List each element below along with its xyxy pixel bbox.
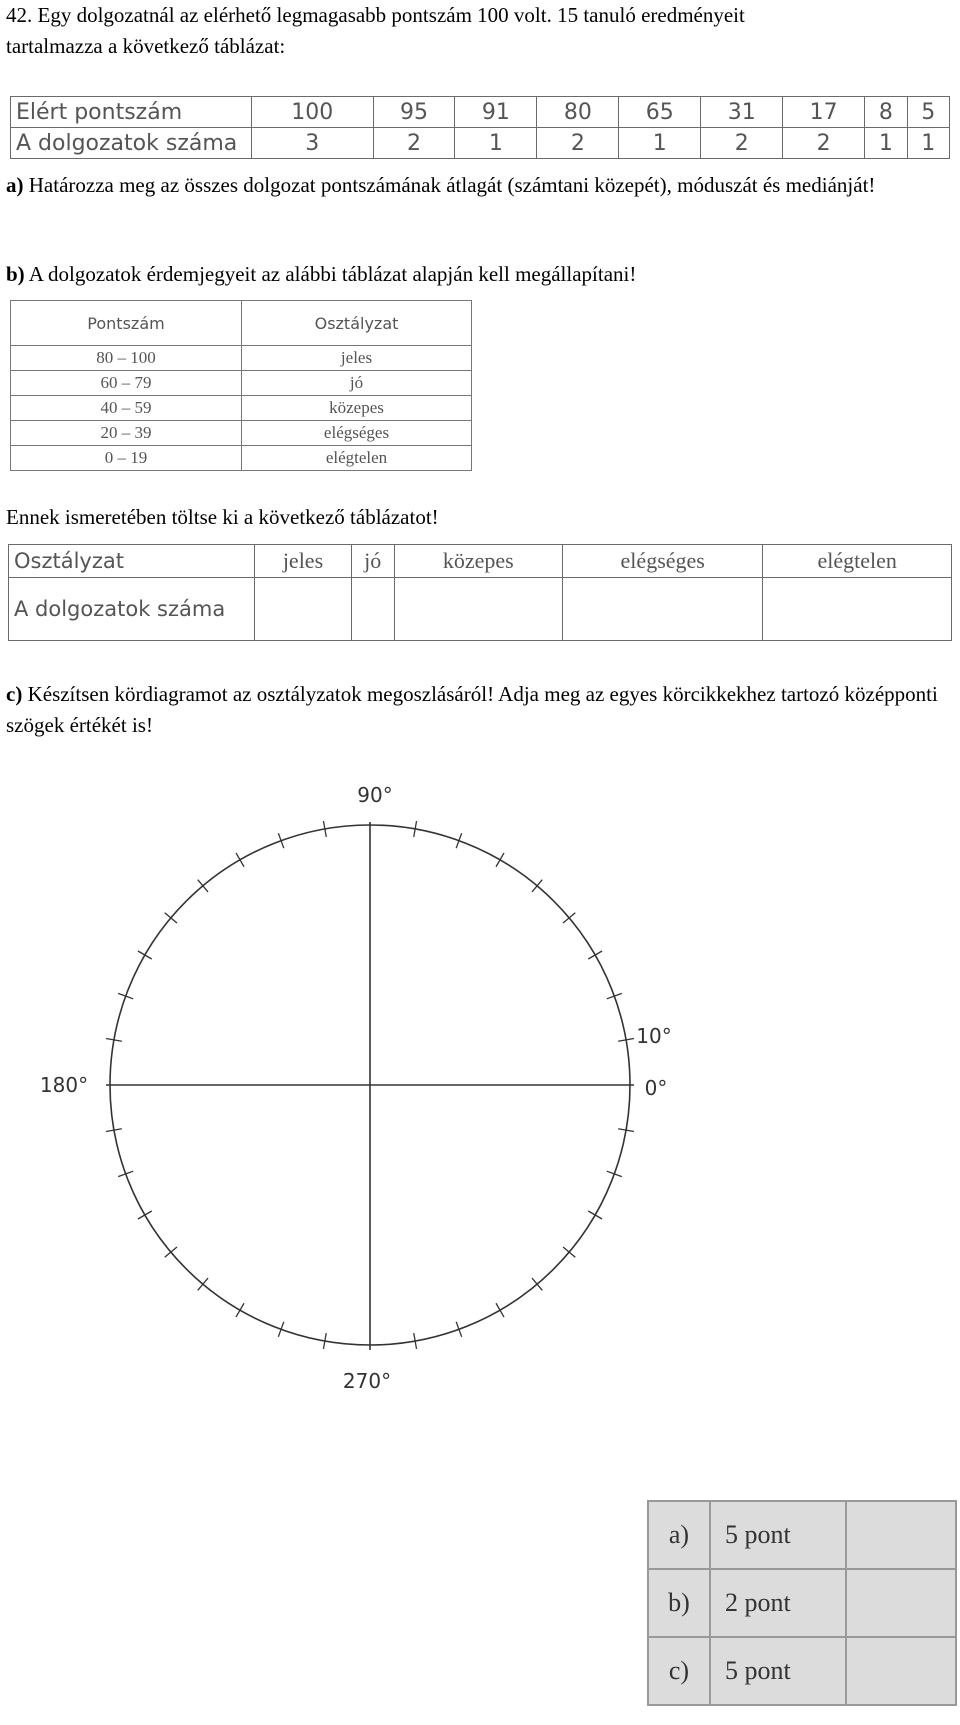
dist-count-row [9, 578, 952, 641]
degree-tick [165, 1247, 177, 1257]
points-row [11, 97, 950, 128]
count-cell: 2 [783, 128, 865, 159]
degree-tick [532, 1278, 542, 1290]
label-0: 0° [644, 1076, 668, 1100]
score-part: a) [648, 1501, 710, 1569]
score-table [647, 1500, 957, 1706]
grade-range: 40 – 59 [11, 396, 242, 421]
dist-count-blank[interactable] [563, 578, 763, 641]
grade-table [10, 300, 472, 471]
grade-name: elégséges [242, 421, 472, 446]
dist-grade-row [9, 545, 952, 578]
dist-grade: elégtelen [763, 545, 952, 578]
dist-count-blank[interactable] [351, 578, 394, 641]
score-blank[interactable] [846, 1501, 956, 1569]
blank-pie-circle[interactable] [0, 760, 960, 1410]
part-a-question [6, 170, 951, 201]
dist-grade: elégséges [563, 545, 763, 578]
grade-col-grade: Osztályzat [242, 301, 472, 346]
grade-row [11, 371, 472, 396]
grade-range: 80 – 100 [11, 346, 242, 371]
grade-range: 0 – 19 [11, 446, 242, 471]
grade-row [11, 396, 472, 421]
degree-tick [563, 1247, 575, 1257]
counts-row-label: A dolgozatok száma [11, 128, 252, 159]
dist-row1-label: Osztályzat [9, 545, 255, 578]
part-a-text: Határozza meg az összes dolgozat pontszámának átlagát (számtani közepét), móduszát és mediánját! [23, 173, 876, 197]
dist-grade: jeles [255, 545, 352, 578]
intro-line-1: 42. Egy dolgozatnál az elérhető legmagasabb pontszám 100 volt. 15 tanuló eredményeit [6, 3, 745, 27]
degree-tick [236, 853, 244, 867]
score-row [648, 1501, 956, 1569]
part-b-text: A dolgozatok érdemjegyeit az alábbi táblázat alapján kell megállapítani! [24, 262, 637, 286]
score-cell: 31 [701, 97, 783, 128]
grade-col-points: Pontszám [11, 301, 242, 346]
count-cell: 2 [701, 128, 783, 159]
part-c-marker: c) [6, 682, 23, 706]
dist-grade: közepes [394, 545, 563, 578]
score-blank[interactable] [846, 1637, 956, 1705]
intro-line-2: tartalmazza a következő táblázat: [6, 34, 286, 58]
score-points: 5 pont [710, 1501, 846, 1569]
count-cell: 1 [455, 128, 537, 159]
count-cell: 2 [537, 128, 619, 159]
label-90: 90° [357, 783, 393, 807]
degree-tick [138, 951, 152, 959]
part-b-marker: b) [6, 262, 25, 286]
label-180: 180° [39, 1073, 89, 1097]
grade-row [11, 421, 472, 446]
score-cell: 8 [865, 97, 907, 128]
dist-grade: jó [351, 545, 394, 578]
score-part: c) [648, 1637, 710, 1705]
intro-text [6, 0, 951, 62]
score-cell: 80 [537, 97, 619, 128]
degree-tick [588, 1211, 602, 1219]
dist-count-blank[interactable] [394, 578, 563, 641]
count-cell: 3 [252, 128, 374, 159]
dist-count-blank[interactable] [255, 578, 352, 641]
score-part: b) [648, 1569, 710, 1637]
score-cell: 65 [619, 97, 701, 128]
grade-row [11, 346, 472, 371]
degree-tick [496, 853, 504, 867]
score-row [648, 1569, 956, 1637]
dist-row2-label: A dolgozatok száma [9, 578, 255, 641]
grade-row [11, 446, 472, 471]
score-cell: 100 [252, 97, 374, 128]
grade-table-header [11, 301, 472, 346]
degree-tick [198, 1278, 208, 1290]
degree-tick [236, 1303, 244, 1317]
score-cell: 17 [783, 97, 865, 128]
degree-tick [165, 913, 177, 923]
distribution-table [8, 544, 952, 641]
grade-name: elégtelen [242, 446, 472, 471]
points-table [10, 96, 950, 159]
count-cell: 2 [373, 128, 455, 159]
degree-tick [198, 880, 208, 892]
score-points: 2 pont [710, 1569, 846, 1637]
points-row-label: Elért pontszám [11, 97, 252, 128]
part-a-marker: a) [6, 173, 24, 197]
count-cell: 1 [907, 128, 950, 159]
degree-tick [588, 951, 602, 959]
grade-range: 60 – 79 [11, 371, 242, 396]
grade-name: jó [242, 371, 472, 396]
score-cell: 5 [907, 97, 950, 128]
label-270: 270° [342, 1369, 392, 1393]
degree-tick [138, 1211, 152, 1219]
score-blank[interactable] [846, 1569, 956, 1637]
grade-range: 20 – 39 [11, 421, 242, 446]
degree-tick [563, 913, 575, 923]
degree-tick [532, 880, 542, 892]
counts-row [11, 128, 950, 159]
grade-name: jeles [242, 346, 472, 371]
degree-tick [496, 1303, 504, 1317]
count-cell: 1 [865, 128, 907, 159]
count-cell: 1 [619, 128, 701, 159]
label-10: 10° [636, 1024, 672, 1048]
part-c-question [6, 679, 951, 741]
part-b-question [6, 259, 951, 290]
fill-instruction: Ennek ismeretében töltse ki a következő táblázatot! [6, 505, 439, 529]
score-cell: 95 [373, 97, 455, 128]
grade-name: közepes [242, 396, 472, 421]
part-c-text: Készítsen kördiagramot az osztályzatok megoszlásáról! Adja meg az egyes körcikkekhez tartozó középponti szögek értékét is! [6, 682, 938, 737]
dist-count-blank[interactable] [763, 578, 952, 641]
score-row [648, 1637, 956, 1705]
score-points: 5 pont [710, 1637, 846, 1705]
score-cell: 91 [455, 97, 537, 128]
